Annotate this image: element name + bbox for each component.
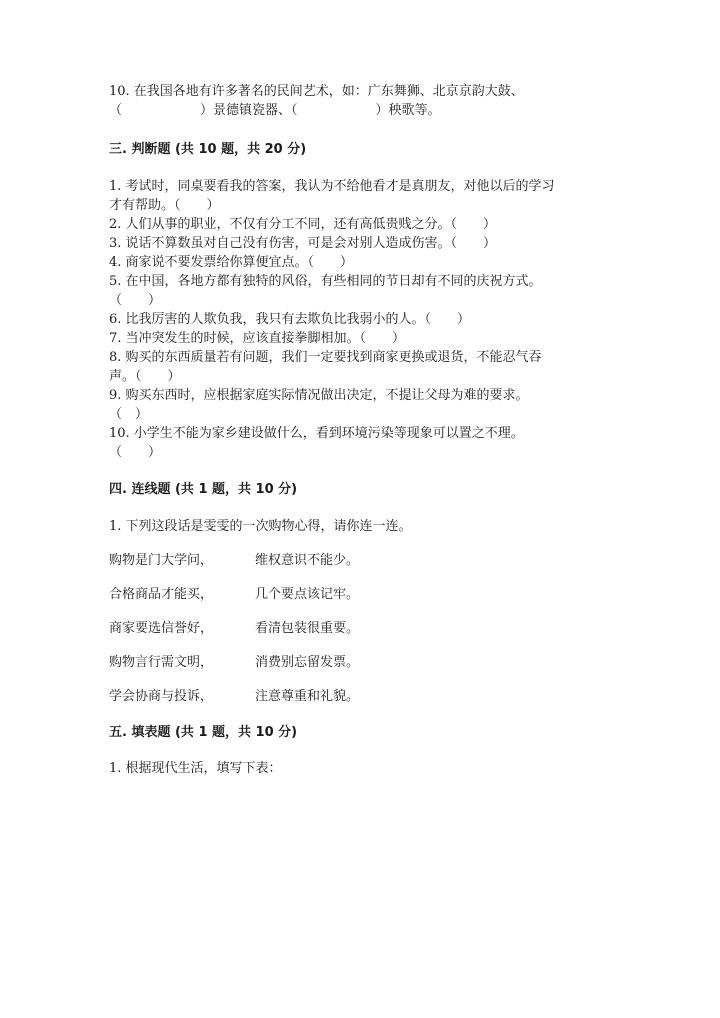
match-row — [109, 585, 609, 604]
match-left-item: 合格商品才能买， — [109, 587, 214, 602]
match-right-item: 维权意识不能少。 — [255, 553, 360, 568]
question-text-line: 2. 人们从事的职业，不仅有分工不同，还有高低贵贱之分。（ ） — [109, 217, 497, 232]
match-row — [109, 551, 609, 570]
match-right-item: 看清包装很重要。 — [255, 621, 360, 636]
question-text-line: 6. 比我厉害的人欺负我，我只有去欺负比我弱小的人。（ ） — [109, 312, 471, 327]
match-row — [109, 653, 609, 672]
match-row — [109, 619, 609, 638]
judgement-questions — [109, 177, 609, 462]
question-text-line: 声。（ ） — [109, 369, 181, 384]
question-text-line: 8. 购买的东西质量若有问题，我们一定要找到商家更换或退货，不能忍气吞 — [109, 350, 542, 365]
match-left-item: 购物是门大学问， — [109, 553, 214, 568]
section-title-fill-table: 五. 填表题 (共 1 题，共 10 分) — [109, 725, 298, 740]
match-right-item: 消费别忘留发票。 — [255, 655, 360, 670]
question-text-line: （ ） — [109, 407, 149, 422]
question-text-line: 4. 商家说不要发票给你算便宜点。（ ） — [109, 255, 354, 270]
question-text-line: 1. 考试时，同桌要看我的答案，我认为不给他看才是真朋友，对他以后的学习 — [109, 179, 555, 194]
section-title-judgement: 三. 判断题 (共 10 题，共 20 分) — [109, 142, 307, 157]
matching-pairs — [109, 551, 609, 706]
question-text-line: 10. 小学生不能为家乡建设做什么，看到环境污染等现象可以置之不理。 — [109, 426, 524, 441]
exam-page — [109, 82, 609, 778]
matching-question: 1. 下列这段话是雯雯的一次购物心得，请你连一连。 — [109, 519, 412, 534]
match-left-item: 学会协商与投诉， — [109, 689, 214, 704]
question-text-line: 才有帮助。（ ） — [109, 198, 220, 213]
question-text-line: （ ）景德镇瓷器、（ ）秧歌等。 — [109, 103, 441, 118]
question-text-line: （ ） — [109, 445, 162, 460]
match-left-item: 商家要选信誉好， — [109, 621, 214, 636]
question-text-line: 10. 在我国各地有许多著名的民间艺术，如：广东舞狮、北京京韵大鼓、 — [109, 84, 524, 99]
question-text-line: 7. 当冲突发生的时候，应该直接拳脚相加。（ ） — [109, 331, 406, 346]
section-title-matching: 四. 连线题 (共 1 题，共 10 分) — [109, 482, 298, 497]
question-text-line: （ ） — [109, 293, 162, 308]
match-right-item: 几个要点该记牢。 — [255, 587, 360, 602]
match-left-item: 购物言行需文明， — [109, 655, 214, 670]
question-10-fill-blank — [109, 82, 609, 120]
match-row — [109, 687, 609, 706]
question-text-line: 9. 购买东西时，应根据家庭实际情况做出决定，不提让父母为难的要求。 — [109, 388, 529, 403]
match-right-item: 注意尊重和礼貌。 — [255, 689, 360, 704]
fill-table-question: 1. 根据现代生活，填写下表： — [109, 761, 282, 776]
question-text-line: 5. 在中国，各地方都有独特的风俗，有些相同的节日却有不同的庆祝方式。 — [109, 274, 542, 289]
question-text-line: 3. 说话不算数虽对自己没有伤害，可是会对别人造成伤害。（ ） — [109, 236, 497, 251]
